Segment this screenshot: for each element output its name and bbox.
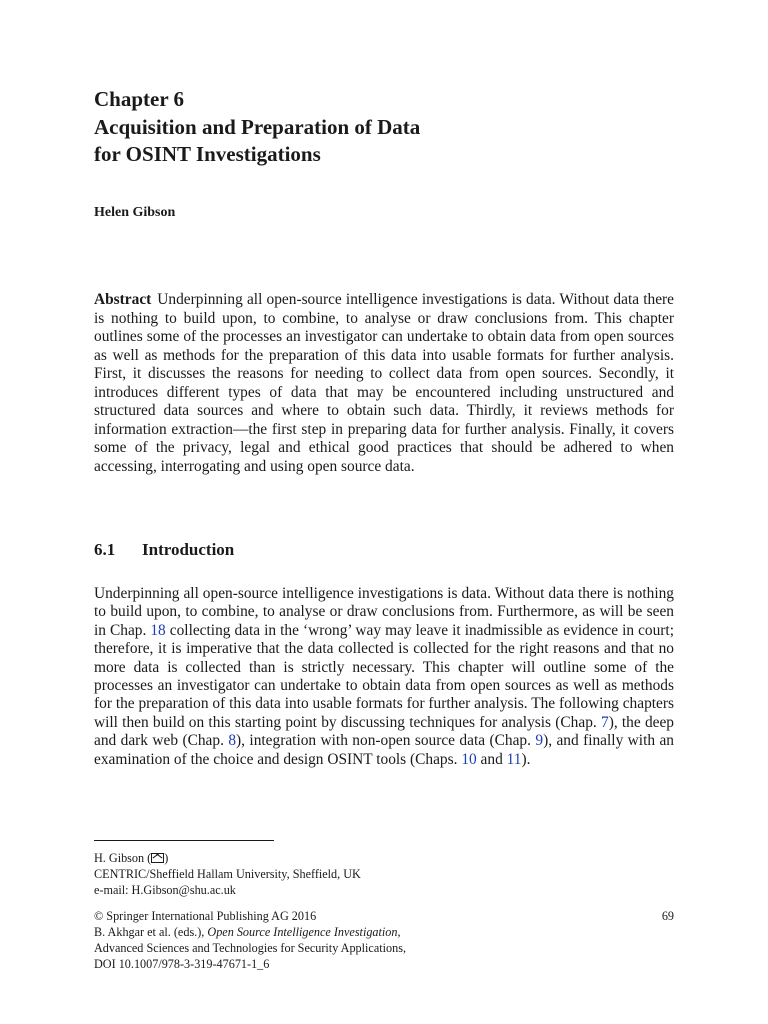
chapter-title-line-2: for OSINT Investigations <box>94 142 321 166</box>
intro-paragraph <box>94 585 674 769</box>
page-number: 69 <box>661 909 674 923</box>
affiliation-org: CENTRIC/Sheffield Hallam University, Sheffield, UK <box>94 867 361 881</box>
abstract-label: Abstract <box>94 291 152 308</box>
intro-text-2: collecting data in the ‘wrong’ way may leave it inadmissible as evidence in court; therefore, it is imperative that the data collected is collected for the right reasons and that no more data is collected than is strictly necessary. This chapter will outline some of the processes an investigator can undertake to obtain data from open sources as well as methods for the preparation of this data into usable formats for further analysis. The following chapters will then build on this starting point by discussing techniques for analysis (Chap. <box>94 621 674 731</box>
chapter-ref-8-link[interactable]: 8 <box>228 732 237 750</box>
section-title: Introduction <box>142 540 235 559</box>
intro-text-1: Underpinning all open-source intelligence investigations is data. Without data there is nothing to build upon, to combine, to analyse or draw conclusions from. Furthermore, as will be seen in Chap. <box>94 585 674 639</box>
copyright-line: © Springer International Publishing AG 2016 <box>94 909 317 923</box>
affiliation-name-close: ) <box>164 851 169 865</box>
section-number: 6.1 <box>94 540 116 559</box>
section-heading <box>94 539 674 561</box>
chapter-ref-9-link[interactable]: 9 <box>535 732 544 750</box>
doi-line: DOI 10.1007/978-3-319-47671-1_6 <box>94 957 270 971</box>
chapter-label: Chapter 6 <box>94 87 185 111</box>
editors-line <box>94 924 674 940</box>
intro-text-7: ). <box>521 750 531 768</box>
author-name: Helen Gibson <box>94 205 176 220</box>
book-title-comma: , <box>397 925 401 939</box>
publication-info <box>94 908 674 972</box>
editors-text: B. Akhgar et al. (eds.), <box>94 925 208 939</box>
affiliation-name: H. Gibson ( <box>94 851 152 865</box>
footnote-divider <box>94 840 274 841</box>
chapter-ref-7-link[interactable]: 7 <box>600 713 609 731</box>
envelope-icon <box>151 853 164 863</box>
chapter-title-line-1: Acquisition and Preparation of Data <box>94 115 421 139</box>
intro-text-4: ), integration with non-open source data (Chap. <box>236 732 536 750</box>
abstract-text: Underpinning all open-source intelligence investigations is data. Without data there is nothing to build upon, to combine, to analyse or draw conclusions from. This chapter outlines some of the processes an investigator can undertake to obtain data from open sources as well as methods for the preparation of this data into usable formats for further analysis. First, it discusses the reasons for needing to collect data from open sources. Secondly, it introduces different types of data that may be encountered including unstructured and structured data sources and where to obtain such data. Thirdly, it reviews methods for information extraction—the first step in preparing data for further analysis. Finally, it covers some of the privacy, legal and ethical good practices that should be adhered to when accessing, interrogating and using open source data. <box>94 291 674 475</box>
author-affiliation <box>94 850 674 898</box>
affiliation-email: e-mail: H.Gibson@shu.ac.uk <box>94 883 236 897</box>
book-title: Open Source Intelligence Investigation <box>207 925 398 939</box>
chapter-ref-18-link[interactable]: 18 <box>150 621 166 639</box>
abstract <box>94 291 674 476</box>
intro-text-5: ), and finally with an examination of the choice and design OSINT tools (Chaps. <box>94 732 674 768</box>
chapter-ref-11-link[interactable]: 11 <box>506 750 522 768</box>
chapter-title <box>94 114 674 168</box>
chapter-ref-10-link[interactable]: 10 <box>461 750 477 768</box>
affiliation-name-line <box>94 850 674 866</box>
intro-text-6: and <box>476 750 507 768</box>
series-line: Advanced Sciences and Technologies for Security Applications, <box>94 941 406 955</box>
intro-text-3: ), the deep and dark web (Chap. <box>94 713 674 750</box>
